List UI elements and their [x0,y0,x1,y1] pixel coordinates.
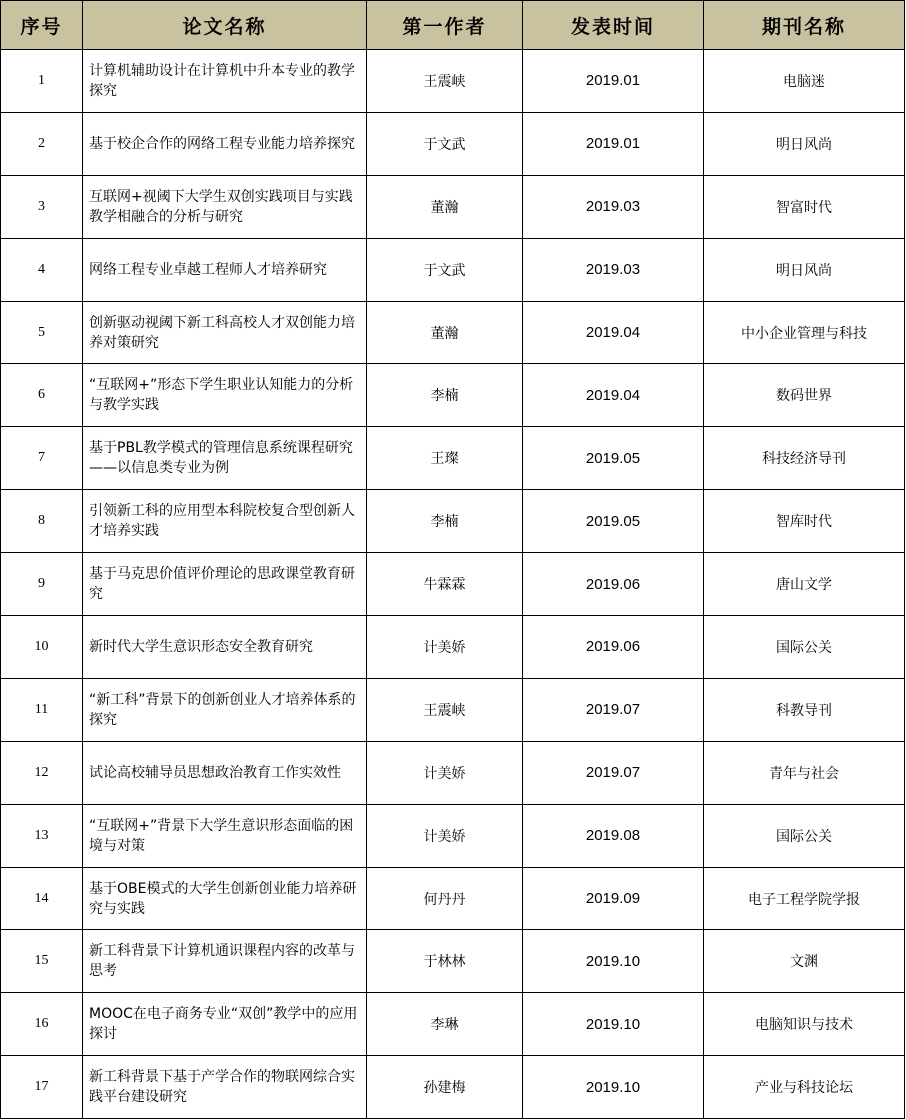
cell-title: 试论高校辅导员思想政治教育工作实效性 [83,741,367,804]
cell-no: 1 [1,50,83,113]
cell-title: 基于校企合作的网络工程专业能力培养探究 [83,112,367,175]
cell-author: 王璨 [367,427,523,490]
header-no: 序号 [1,1,83,50]
cell-author: 计美娇 [367,804,523,867]
cell-date: 2019.04 [523,364,704,427]
cell-journal: 明日风尚 [704,112,905,175]
table-row [1,490,905,553]
cell-date: 2019.03 [523,175,704,238]
cell-title: 新时代大学生意识形态安全教育研究 [83,616,367,679]
cell-date: 2019.01 [523,112,704,175]
table-row [1,50,905,113]
cell-journal: 国际公关 [704,616,905,679]
table-row [1,930,905,993]
cell-author: 于文武 [367,112,523,175]
cell-no: 10 [1,616,83,679]
cell-title: “互联网+”形态下学生职业认知能力的分析与教学实践 [83,364,367,427]
cell-date: 2019.10 [523,1056,704,1119]
cell-journal: 智富时代 [704,175,905,238]
cell-author: 王震峡 [367,50,523,113]
cell-journal: 科教导刊 [704,678,905,741]
cell-date: 2019.07 [523,741,704,804]
cell-author: 计美娇 [367,741,523,804]
cell-title: “互联网+”背景下大学生意识形态面临的困境与对策 [83,804,367,867]
cell-author: 孙建梅 [367,1056,523,1119]
cell-no: 13 [1,804,83,867]
table-row [1,1056,905,1119]
table-row [1,301,905,364]
table-row [1,804,905,867]
header-title: 论文名称 [83,1,367,50]
cell-title: 网络工程专业卓越工程师人才培养研究 [83,238,367,301]
header-row [1,1,905,50]
cell-journal: 明日风尚 [704,238,905,301]
header-journal: 期刊名称 [704,1,905,50]
cell-author: 计美娇 [367,616,523,679]
cell-journal: 中小企业管理与科技 [704,301,905,364]
cell-date: 2019.05 [523,490,704,553]
cell-title: 新工科背景下基于产学合作的物联网综合实践平台建设研究 [83,1056,367,1119]
table-row [1,616,905,679]
cell-no: 5 [1,301,83,364]
table-body [1,50,905,1119]
cell-date: 2019.10 [523,993,704,1056]
cell-no: 12 [1,741,83,804]
header-author: 第一作者 [367,1,523,50]
cell-author: 李楠 [367,364,523,427]
table-row [1,112,905,175]
cell-no: 17 [1,1056,83,1119]
cell-author: 于文武 [367,238,523,301]
cell-journal: 唐山文学 [704,553,905,616]
cell-date: 2019.05 [523,427,704,490]
cell-no: 8 [1,490,83,553]
cell-date: 2019.08 [523,804,704,867]
table-row [1,553,905,616]
cell-title: 计算机辅助设计在计算机中升本专业的教学探究 [83,50,367,113]
cell-date: 2019.09 [523,867,704,930]
cell-no: 4 [1,238,83,301]
cell-no: 15 [1,930,83,993]
cell-journal: 智库时代 [704,490,905,553]
cell-no: 2 [1,112,83,175]
cell-title: 创新驱动视阈下新工科高校人才双创能力培养对策研究 [83,301,367,364]
cell-author: 李楠 [367,490,523,553]
cell-no: 7 [1,427,83,490]
cell-author: 何丹丹 [367,867,523,930]
cell-date: 2019.03 [523,238,704,301]
cell-no: 11 [1,678,83,741]
cell-no: 9 [1,553,83,616]
cell-date: 2019.06 [523,553,704,616]
cell-journal: 产业与科技论坛 [704,1056,905,1119]
cell-author: 李琳 [367,993,523,1056]
header-date: 发表时间 [523,1,704,50]
cell-title: 基于马克思价值评价理论的思政课堂教育研究 [83,553,367,616]
cell-author: 董瀚 [367,301,523,364]
cell-journal: 国际公关 [704,804,905,867]
table-row [1,427,905,490]
table-row [1,867,905,930]
cell-author: 董瀚 [367,175,523,238]
cell-journal: 文渊 [704,930,905,993]
table-row [1,741,905,804]
table-row [1,364,905,427]
cell-date: 2019.06 [523,616,704,679]
cell-date: 2019.10 [523,930,704,993]
cell-date: 2019.07 [523,678,704,741]
cell-title: 互联网+视阈下大学生双创实践项目与实践教学相融合的分析与研究 [83,175,367,238]
cell-title: MOOC在电子商务专业“双创”教学中的应用探讨 [83,993,367,1056]
cell-author: 牛霖霖 [367,553,523,616]
cell-journal: 电脑知识与技术 [704,993,905,1056]
cell-no: 16 [1,993,83,1056]
cell-author: 王震峡 [367,678,523,741]
cell-author: 于林林 [367,930,523,993]
cell-journal: 青年与社会 [704,741,905,804]
cell-date: 2019.04 [523,301,704,364]
cell-title: 引领新工科的应用型本科院校复合型创新人才培养实践 [83,490,367,553]
table-row [1,678,905,741]
cell-no: 14 [1,867,83,930]
cell-title: 基于PBL教学模式的管理信息系统课程研究——以信息类专业为例 [83,427,367,490]
cell-no: 3 [1,175,83,238]
cell-journal: 数码世界 [704,364,905,427]
cell-date: 2019.01 [523,50,704,113]
cell-journal: 科技经济导刊 [704,427,905,490]
cell-journal: 电子工程学院学报 [704,867,905,930]
table-row [1,238,905,301]
cell-journal: 电脑迷 [704,50,905,113]
cell-title: 基于OBE模式的大学生创新创业能力培养研究与实践 [83,867,367,930]
cell-title: “新工科”背景下的创新创业人才培养体系的探究 [83,678,367,741]
table-row [1,993,905,1056]
cell-no: 6 [1,364,83,427]
cell-title: 新工科背景下计算机通识课程内容的改革与思考 [83,930,367,993]
table-row [1,175,905,238]
